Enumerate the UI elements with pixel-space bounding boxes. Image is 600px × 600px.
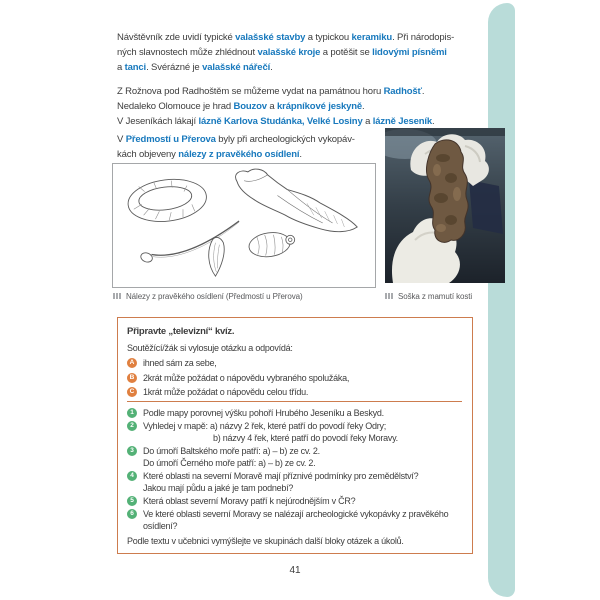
item-text: Do úmoří Baltského moře patří: a) – b) ze cv. 2. Do úmoří Černého moře patří: a) – b) ze cv. 2.	[143, 446, 320, 468]
item-text: ihned sám za sebe,	[143, 358, 217, 368]
prehistoric-artifacts-illustration	[112, 163, 376, 288]
highlighted-term: keramiku	[351, 32, 393, 43]
item-text: Které oblasti na severní Moravě mají příznivé podmínky pro zemědělství? Jakou mají půdu a jaké je tam podnebí?	[143, 471, 419, 493]
text-run: V Jeseníkách lákají	[117, 116, 199, 127]
paragraph-predmosti	[117, 132, 355, 162]
text-run: a	[117, 62, 125, 73]
item-text: 2krát může požádat o nápovědu vybraného spolužáka,	[143, 372, 350, 383]
highlighted-term: nálezy z pravěkého osídlení	[178, 149, 300, 160]
quiz-item	[127, 470, 462, 494]
square-bullet-icon	[385, 293, 393, 299]
text-run: a	[266, 101, 278, 112]
divider	[127, 401, 462, 402]
quiz-item	[127, 508, 462, 532]
text-run: Návštěvník zde uvidí typické	[117, 32, 236, 43]
artifact-sketch-drawing	[113, 164, 375, 287]
illustration-caption	[113, 292, 303, 301]
quiz-item	[127, 445, 462, 469]
paragraph-roznov	[117, 84, 435, 129]
highlighted-term: Radhošť	[383, 86, 422, 97]
item-badge-B: B	[127, 373, 137, 383]
text-run: .	[299, 149, 302, 160]
highlighted-term: krápníkové jeskyně	[277, 101, 363, 112]
item-text: Vyhledej v mapě: a) názvy 2 řek, které patří do povodí řeky Odry; b) názvy 4 řek, které patří do povodí řeky Moravy.	[143, 421, 398, 443]
square-bullet-icon	[113, 293, 121, 299]
page-number: 41	[289, 565, 301, 576]
text-run: a potěšit se	[320, 47, 373, 58]
highlighted-term: Bouzov	[233, 101, 267, 112]
text-run: Z Rožnova pod Radhoštěm se můžeme vydat na památnou horu	[117, 86, 384, 97]
highlighted-term: valašské stavby	[235, 32, 306, 43]
quiz-box	[117, 317, 473, 554]
text-run: . Svérázné je	[146, 62, 203, 73]
item-badge-C: C	[127, 387, 137, 397]
highlighted-term: lidovými písněmi	[372, 47, 447, 58]
text-run: a	[362, 116, 373, 127]
gloved-hands-holding-figurine	[385, 128, 505, 283]
text-run: .	[362, 101, 365, 112]
text-run: kách objeveny	[117, 149, 179, 160]
text-run: a typickou	[305, 32, 352, 43]
text-run: byly při archeologických vykopáv-	[215, 134, 355, 145]
text-run: ných slavnostech může zhlédnout	[117, 47, 258, 58]
item-badge-A: A	[127, 358, 137, 368]
quiz-footer: Podle textu v učebnici vymýšlejte ve skupinách další bloky otázek a úkolů.	[127, 536, 404, 546]
decorative-side-bar	[488, 3, 515, 597]
highlighted-term: valašské nářečí	[202, 62, 271, 73]
quiz-item	[127, 372, 462, 384]
item-text: Podle mapy porovnej výšku pohoří Hrubého Jeseníku a Beskyd.	[143, 408, 384, 418]
quiz-intro: Soutěžící/žák si vylosuje otázku a odpovídá:	[127, 343, 293, 353]
quiz-title: Připravte „televizní“ kvíz.	[127, 326, 235, 337]
item-badge-5: 5	[127, 496, 137, 506]
quiz-item	[127, 420, 462, 444]
highlighted-term: tanci	[124, 62, 147, 73]
quiz-item	[127, 357, 462, 369]
quiz-choices-list	[127, 357, 462, 398]
highlighted-term: valašské kroje	[257, 47, 321, 58]
quiz-item	[127, 386, 462, 398]
item-badge-4: 4	[127, 471, 137, 481]
caption-text: Nálezy z pravěkého osídlení (Předmostí u Přerova)	[126, 292, 303, 301]
text-run: Nedaleko Olomouce je hrad	[117, 101, 234, 112]
text-run: .	[432, 116, 435, 127]
mammoth-bone-figurine-photo	[385, 128, 505, 283]
quiz-item	[127, 495, 462, 507]
highlighted-term: Předmostí u Přerova	[125, 134, 216, 145]
quiz-item	[127, 407, 462, 419]
item-text: Ve které oblasti severní Moravy se nalézají archeologické vykopávky z pravěkého osídlení?	[143, 509, 449, 531]
text-run: .	[270, 62, 273, 73]
text-run: . Při národopis-	[392, 32, 455, 43]
item-badge-2: 2	[127, 421, 137, 431]
item-badge-6: 6	[127, 509, 137, 519]
item-badge-1: 1	[127, 408, 137, 418]
highlighted-term: lázně Karlova Studánka, Velké Losiny	[198, 116, 363, 127]
paragraph-valassko	[117, 30, 454, 75]
item-text: Která oblast severní Moravy patří k nejúrodnějším v ČR?	[143, 496, 356, 506]
text-run: .	[421, 86, 425, 97]
highlighted-term: lázně Jeseník	[372, 116, 433, 127]
quiz-tasks-list	[127, 407, 462, 532]
item-text: 1krát může požádat o nápovědu celou třídu.	[143, 387, 309, 397]
item-badge-3: 3	[127, 446, 137, 456]
text-run: V	[117, 134, 126, 145]
photo-caption	[385, 292, 472, 301]
caption-text: Soška z mamutí kosti	[398, 292, 473, 301]
